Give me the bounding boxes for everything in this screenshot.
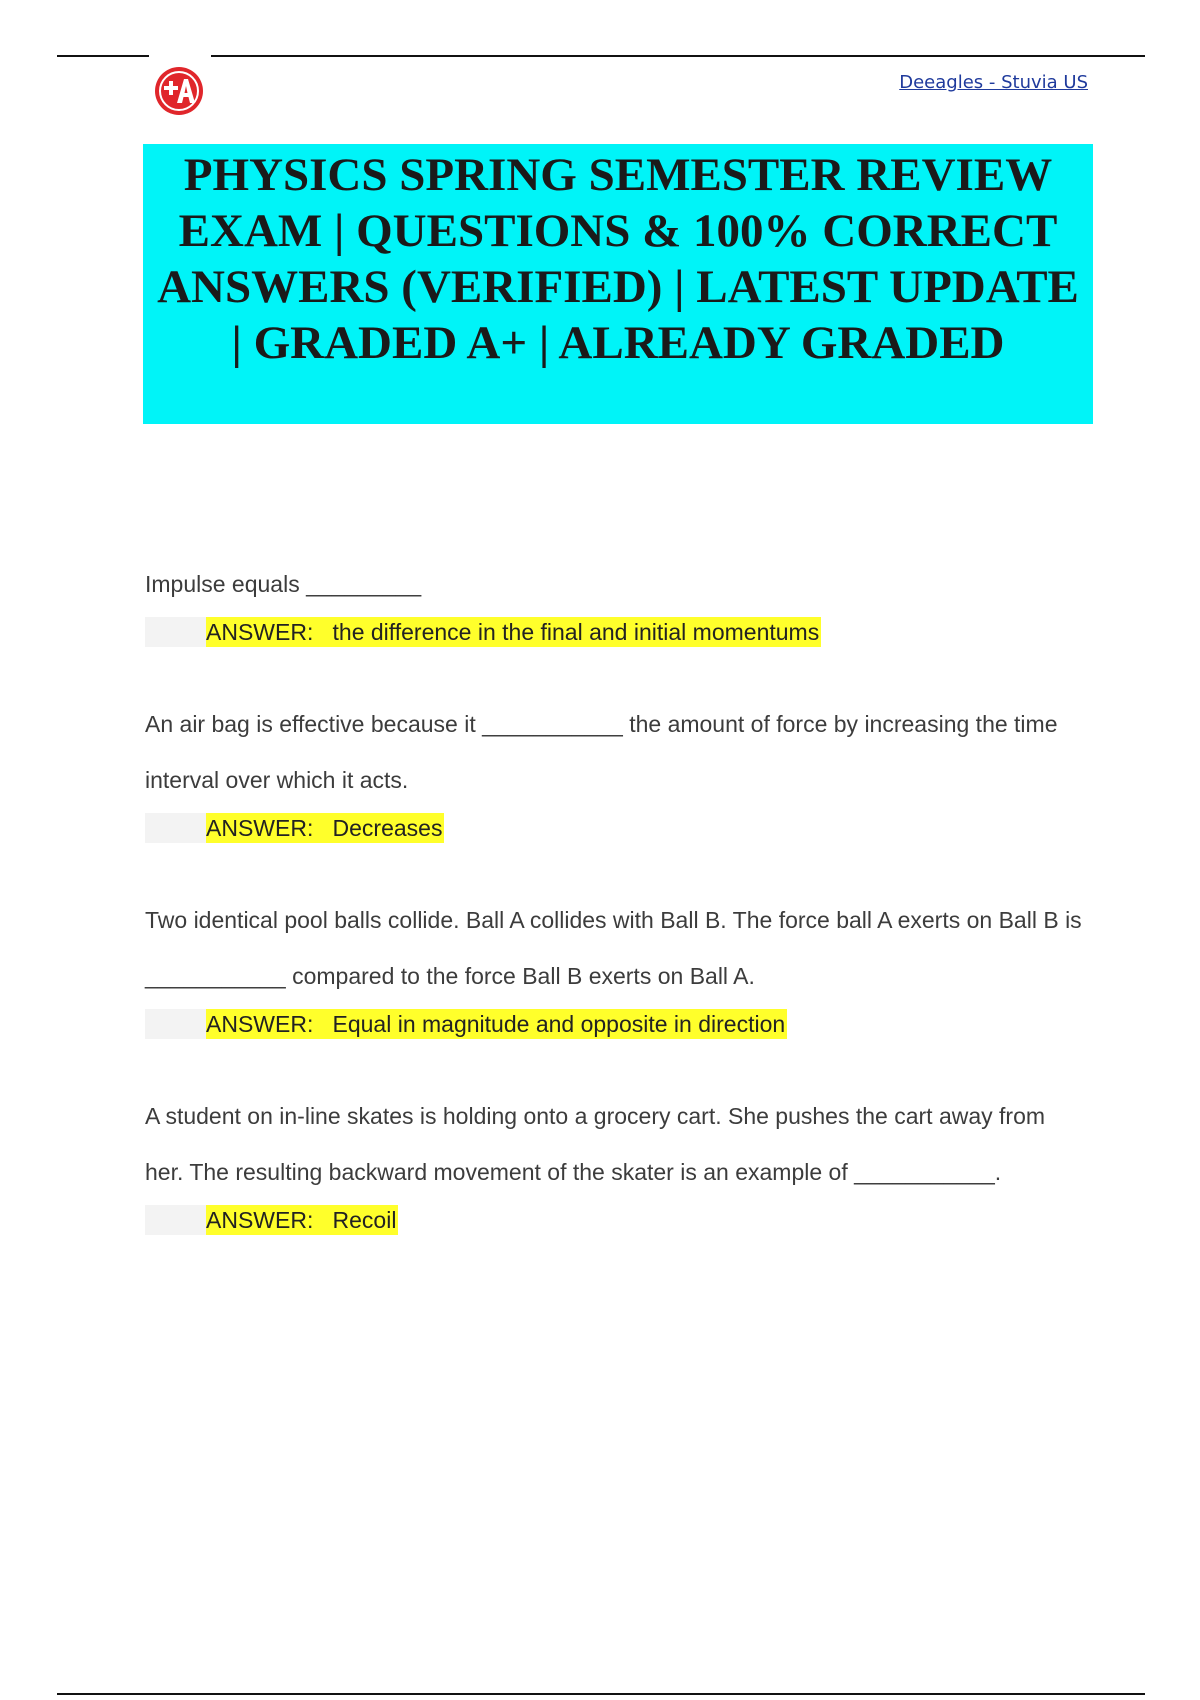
answer-row [145, 1200, 1085, 1240]
author-link[interactable]: Deeagles - Stuvia US [899, 72, 1088, 93]
header-rule-right [211, 55, 1145, 57]
question-text: Impulse equals _________ [145, 571, 422, 597]
answer-row [145, 1004, 1085, 1044]
question-text: An air bag is effective because it ___________ the amount of force by increasing the time interval over which it acts. [145, 711, 1058, 793]
answer-indent [145, 813, 206, 843]
answer-text: ANSWER: Recoil [206, 1207, 397, 1233]
qa-item [145, 892, 1085, 1044]
answer-indent [145, 1205, 206, 1235]
question-text: Two identical pool balls collide. Ball A collides with Ball B. The force ball A exerts on Ball B is ___________ compared to the force Ball B exerts on Ball A. [145, 907, 1082, 989]
header-rule-left [57, 55, 149, 57]
footer-rule [57, 1693, 1145, 1695]
title-banner [143, 144, 1093, 424]
answer-text: ANSWER: Decreases [206, 815, 443, 841]
qa-item [145, 696, 1085, 848]
answer-row [145, 612, 1085, 652]
answer-indent [145, 1009, 206, 1039]
logo-icon [152, 64, 206, 118]
page-title: PHYSICS SPRING SEMESTER REVIEW EXAM | QUESTIONS & 100% CORRECT ANSWERS (VERIFIED) | LATEST UPDATE | GRADED A+ | ALREADY GRADED [157, 149, 1079, 369]
qa-item [145, 1088, 1085, 1240]
answer-row [145, 808, 1085, 848]
answer-text: ANSWER: Equal in magnitude and opposite in direction [206, 1011, 786, 1037]
question-text: A student on in-line skates is holding onto a grocery cart. She pushes the cart away from her. The resulting backward movement of the skater is an example of ___________. [145, 1103, 1046, 1185]
qa-list [145, 556, 1085, 1284]
answer-text: ANSWER: the difference in the final and initial momentums [206, 619, 820, 645]
qa-item [145, 556, 1085, 652]
answer-indent [145, 617, 206, 647]
